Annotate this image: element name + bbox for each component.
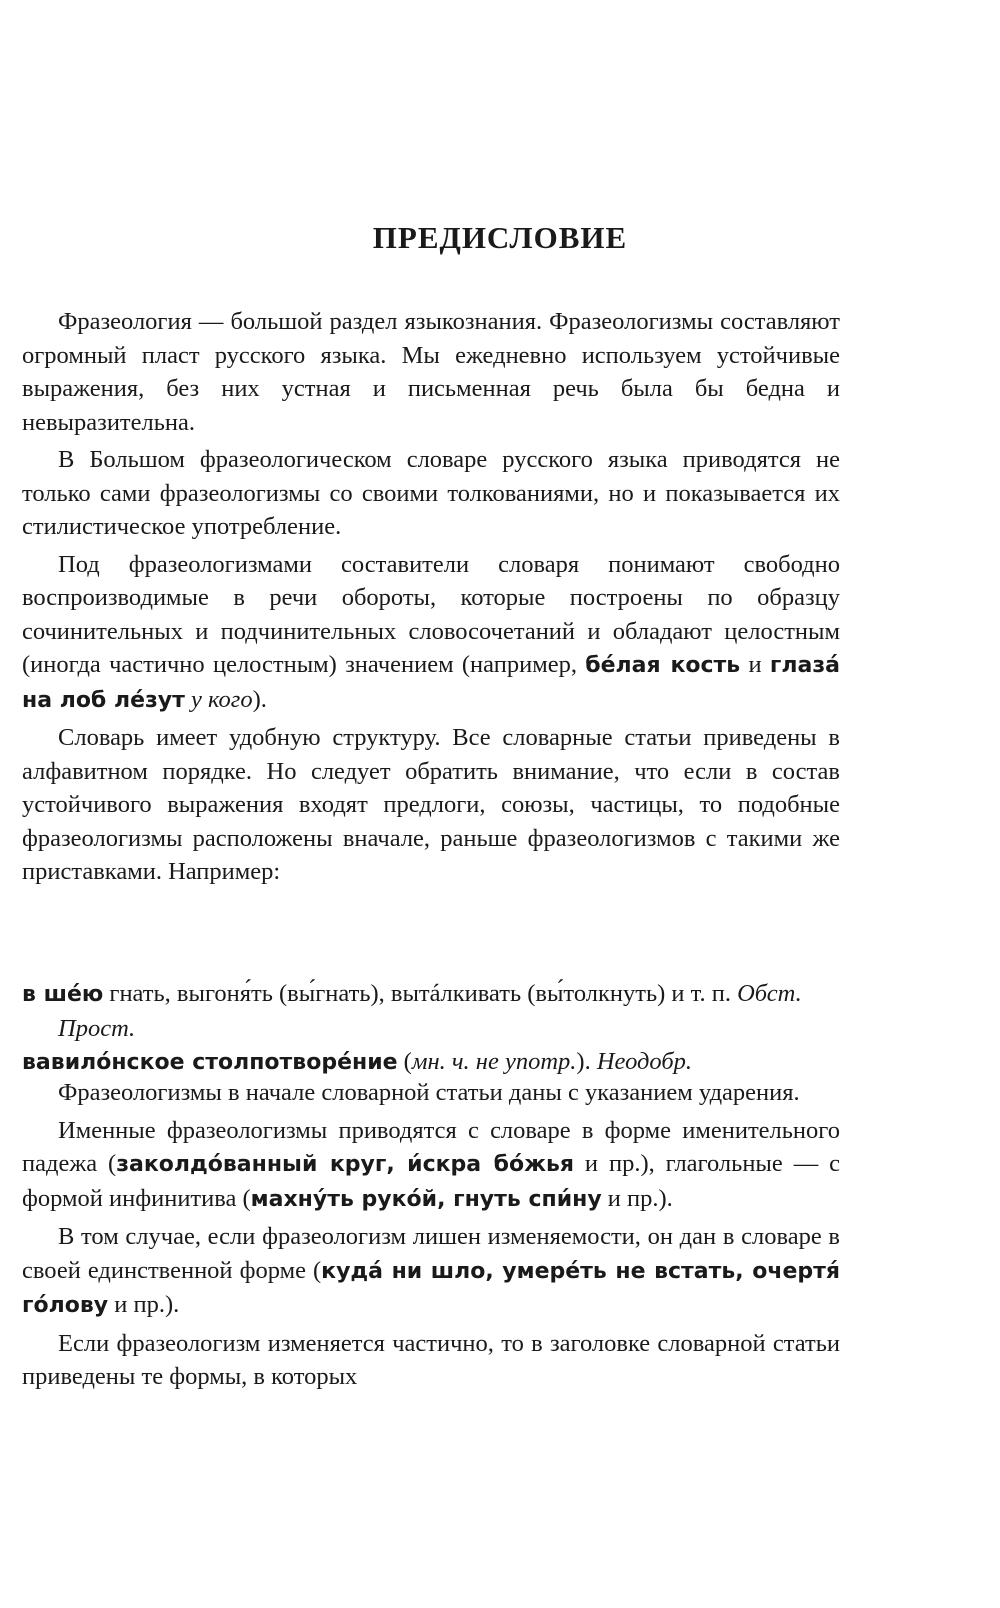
- dictionary-entry-1: [22, 977, 840, 1045]
- dictionary-examples: [22, 977, 840, 1080]
- entry-2-text-close: ).: [576, 1048, 597, 1075]
- entry-2-grammar-note: мн. ч. не употр.: [411, 1048, 577, 1075]
- paragraph-2: В Большом фразеологическом словаре русского языка приводятся не только сами фразеологизмы со своими толкованиями, но и показывается их стилистическое употребление.: [22, 446, 840, 540]
- verbal-phrase-examples: махну́ть рукóй, гнуть спи́ну: [250, 1186, 602, 1212]
- entry-2-headword: вавилóнское столпотворéние: [22, 1050, 398, 1075]
- text-block-intro: [22, 305, 840, 893]
- entry-1-headword: в шéю: [22, 982, 104, 1007]
- paragraph-3-and: и: [740, 651, 770, 678]
- paragraph-6-text-1: Именные фразеологизмы приводятся с словаре в форме именительного падежа (: [22, 1116, 840, 1177]
- text-block-rules: [22, 1076, 840, 1398]
- entry-2-text-open: (: [397, 1048, 412, 1075]
- example-phrase-2: глазá на лоб лéзут: [22, 653, 840, 713]
- paragraph-7: [22, 1220, 840, 1323]
- paragraph-7-text-2: и пр.).: [108, 1291, 180, 1318]
- paragraph-6: [22, 1114, 840, 1217]
- paragraph-3-end: ).: [252, 685, 267, 713]
- paragraph-4: Словарь имеет удобную структуру. Все словарные статьи приведены в алфавитном порядке. Но следует обратить внимание, что если в состав устойчивого выражения входят предлоги, союзы, частицы, то подобные фразеологизмы расположены вначале, раньше фразеологизмов с такими же приставками. Например:: [22, 724, 840, 885]
- paragraph-7-text-1: В том случае, если фразеологизм лишен изменяемости, он дан в словаре в своей единственной форме (: [22, 1223, 840, 1284]
- nominal-phrase-examples: заколдóванный круг, и́скра бóжья: [116, 1152, 574, 1177]
- example-phrase-1: бéлая кость: [585, 653, 741, 678]
- paragraph-6-text-2: и пр.), глагольные — с формой инфинитива (: [22, 1150, 840, 1212]
- page-title: ПРЕДИСЛОВИЕ: [372, 220, 628, 255]
- entry-1-text: гнать, выгоня́ть (вы́гнать), вытáлкивать (вы́толкнуть) и т. п.: [103, 980, 738, 1007]
- entry-2-label: Неодобр.: [596, 1048, 693, 1075]
- paragraph-8: Если фразеологизм изменяется частично, то в заголовке словарной статьи приведены те формы, в которых: [22, 1329, 840, 1390]
- dictionary-entry-2: [22, 1045, 840, 1080]
- paragraph-1: Фразеология — большой раздел языкознания. Фразеологизмы составляют огромный пласт русского языка. Мы ежедневно используем устойчивые выражения, без них устная и письменная речь была бы бедна и невыразительна.: [22, 308, 840, 436]
- paragraph-6-text-3: и пр.).: [601, 1184, 673, 1212]
- paragraph-3: [22, 548, 840, 718]
- paragraph-3-italic: у кого: [184, 685, 253, 713]
- entry-1-label: Обст. Прост.: [58, 980, 802, 1042]
- paragraph-5: Фразеологизмы в начале словарной статьи даны с указанием ударения.: [58, 1079, 800, 1106]
- paragraph-3-text: Под фразеологизмами составители словаря понимают свободно воспроизводимые в речи обороты, которые построены по образцу сочинительных и подчинительных словосочетаний и обладают целостным (иногда частично целостным) значением (например,: [22, 550, 840, 678]
- invariable-phrase-examples: кудá ни шло, умерéть не встать, очертя́ гóлову: [22, 1258, 840, 1318]
